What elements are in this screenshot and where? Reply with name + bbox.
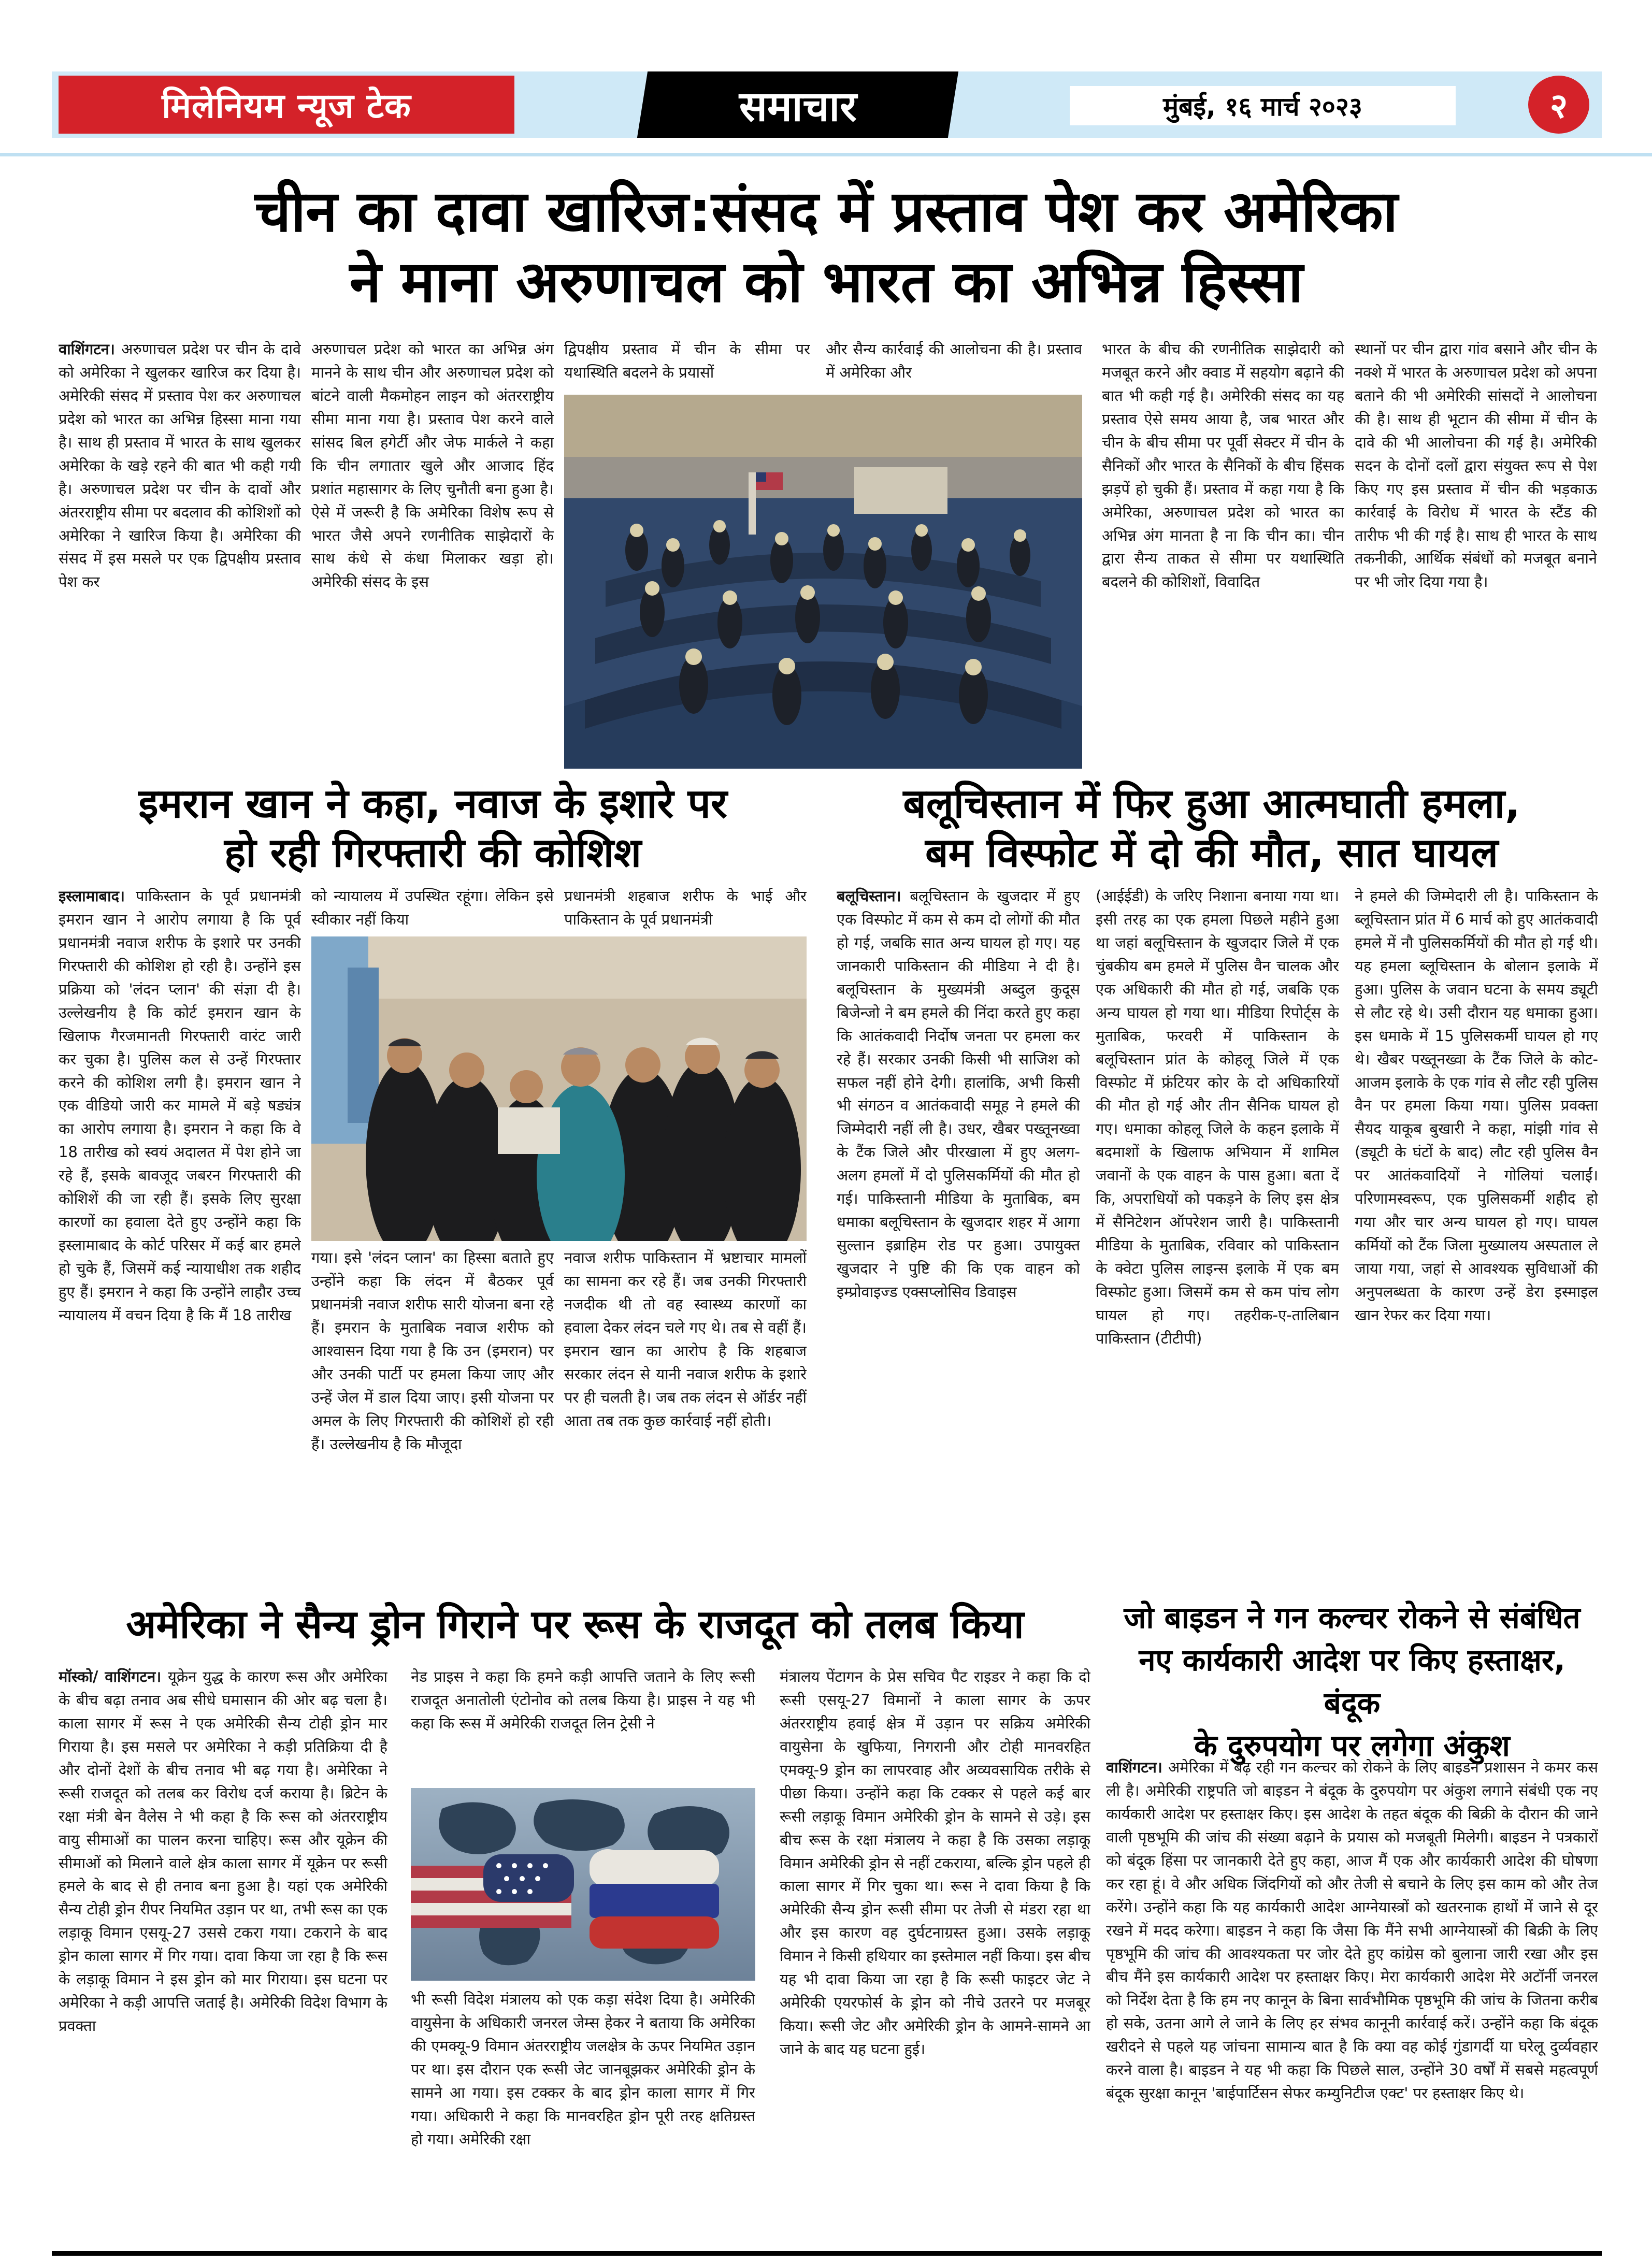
biden-headline-line3: के दुरुपयोग पर लगेगा अंकुश (1194, 1728, 1510, 1764)
us-senate-chamber-photo (564, 395, 1082, 769)
masthead-divider (0, 153, 1652, 156)
imran-khan-group-photo (311, 936, 807, 1241)
imran-column-1 (59, 885, 301, 1597)
china-column-4-top: और सैन्य कार्रवाई की आलोचना की है। प्रस्ताव में अमेरिका और (826, 340, 1082, 381)
china-headline-line1: चीन का दावा खारिज:संसद में प्रस्ताव पेश कर अमेरिका (254, 178, 1398, 244)
us-russia-flag-fists-photo (411, 1788, 755, 1981)
edition-dateline-box (1070, 86, 1456, 125)
china-column-2: अरुणाचल प्रदेश को भारत का अभिन्न अंग मानने के साथ चीन और अरुणाचल प्रदेश को बांटने वाली मैकमोहन लाइन को अंतरराष्ट्रीय सीमा माना गया है। प्रस्ताव पेश करने वाले सांसद बिल हगेर्टी और जेफ मार्कले ने कहा कि चीन लगातार खुले और आजाद हिंद प्रशांत महासागर के लिए चुनौती बना हुआ है। ऐसे में जरूरी है कि अमेरिका विशेष रूप से भारत जैसे अपने रणनीतिक साझेदारों के साथ कंधे से कंधा मिलाकर खड़ा हो। अमेरिकी संसद के इस (311, 340, 554, 591)
imran-article-headline (59, 780, 807, 878)
china-article-headline (73, 176, 1580, 318)
drone-column-2-bottom: भी रूसी विदेश मंत्रालय को एक कड़ा संदेश दिया है। अमेरिकी वायुसेना के अधिकारी जनरल जेम्स हेकर ने बताया कि अमेरिका की एमक्यू-9 विमान अंतरराष्ट्रीय जलक्षेत्र के ऊपर नियमित उड़ान पर था। इस दौरान एक रूसी जेट जानबूझकर अमेरिकी ड्रोन के सामने आ गया। इस टक्कर के बाद ड्रोन काला सागर में गिर गया। अधिकारी ने कहा कि मानवरहित ड्रोन पूरी तरह क्षतिग्रस्त हो गया। अमेरिकी रक्षा (411, 1991, 755, 2148)
china-column-1-text: अरुणाचल प्रदेश पर चीन के दावे को अमेरिका ने खुलकर खारिज कर दिया है। अमेरिकी संसद में प्रस्ताव पेश कर अरुणाचल प्रदेश को भारत का अभिन्न हिस्सा माना गया है। साथ ही प्रस्ताव में भारत के साथ खुलकर अमेरिका के खड़े रहने की बात भी कही गयी है। अरुणाचल प्रदेश पर चीन के दावों और अंतरराष्ट्रीय सीमा पर बदलाव की कोशिशों को अमेरिका ने खारिज किया है। अमेरिका की संसद में इस मसले पर एक द्विपक्षीय प्रस्ताव पेश कर (59, 340, 301, 591)
balochistan-dateline: बलूचिस्तान। (837, 887, 910, 905)
imran-column-3-bottom: नवाज शरीफ पाकिस्तान में भ्रष्टाचार मामलों का सामना कर रहे हैं। जब उनकी गिरफ्तारी नजदीक थी तो वह स्वास्थ्य कारणों का हवाला देकर लंदन चले गए थे। तब से वहीं हैं। इमरान खान का आरोप है कि शहबाज सरकार लंदन से यानी नवाज शरीफ के इशारे पर ही चलती है। जब तक लंदन से ऑर्डर नहीं आता तब तक कुछ कार्रवाई नहीं होती। (564, 1249, 807, 1430)
newspaper-brand: मिलेनियम न्यूज टेक (162, 86, 411, 126)
balochistan-headline-line2: बम विस्फोट में दो की मौत, सात घायल (925, 830, 1498, 877)
china-column-3-top: द्विपक्षीय प्रस्ताव में चीन के सीमा पर यथास्थिति बदलने के प्रयासों (564, 340, 810, 381)
section-banner (637, 71, 958, 138)
imran-headline-line2: हो रही गिरफ्तारी की कोशिश (224, 830, 642, 877)
balochistan-column-2: (आईईडी) के जरिए निशाना बनाया गया था। इसी तरह का एक हमला पिछले महीने हुआ था जहां बलूचिस्तान के खुजदार जिले में एक चुंबकीय बम हमले में पुलिस वैन चालक और एक अधिकारी की मौत हो गई, जबकि एक अन्य घायल हो गया था। मीडिया रिपोर्ट्स के मुताबिक, फरवरी में पाकिस्तान के बलूचिस्तान प्रांत के कोहलू जिले में एक विस्फोट में फ्रंटियर कोर के दो अधिकारियों की मौत हो गई और तीन सैनिक घायल हो गए। धमाका कोहलू जिले के कहन इलाके में बदमाशों के खिलाफ अभियान में शामिल जवानों के एक वाहन के पास हुआ। बता दें कि, अपराधियों को पकड़ने के लिए इस क्षेत्र में सैनिटेशन ऑपरेशन जारी है। पाकिस्तानी मीडिया के मुताबिक, रविवार को पाकिस्तान के क्वेटा पुलिस लाइन्स इलाके में एक बम विस्फोट हुआ। जिसमें कम से कम पांच लोग घायल हो गए। तहरीक-ए-तालिबान पाकिस्तान (टीटीपी) (1096, 887, 1339, 1347)
imran-column-3-top: प्रधानमंत्री शहबाज शरीफ के भाई और पाकिस्तान के पूर्व प्रधानमंत्री (564, 887, 807, 928)
china-headline-line2: ने माना अरुणाचल को भारत का अभिन्न हिस्सा (349, 249, 1303, 315)
balochistan-headline-line1: बलूचिस्तान में फिर हुआ आत्मघाती हमला, (903, 781, 1520, 827)
drone-column-2-top: नेड प्राइस ने कहा कि हमने कड़ी आपत्ति जताने के लिए रूसी राजदूत अनातोली एंटोनोव को तलब किया है। प्राइस ने यह भी कहा कि रूस में अमेरिकी राजदूत लिन ट्रेसी ने (411, 1668, 755, 1732)
balochistan-column-1-text: बलूचिस्तान के खुजदार में हुए एक विस्फोट में कम से कम दो लोगों की मौत हो गई, जबकि सात अन्य घायल हो गए। यह जानकारी पाकिस्तान की मीडिया ने दी है। बलूचिस्तान के मुख्यमंत्री अब्दुल कुदूस बिजेन्जो ने बम हमले की निंदा करते हुए कहा कि आतंकवादी निर्दोष जनता पर हमला कर रहे हैं। सरकार उनकी किसी भी साजिश को सफल नहीं होने देगी। हालांकि, अभी किसी भी संगठन व आतंकवादी समूह ने हमले की जिम्मेदारी नहीं ली है। उधर, खैबर पख्तूनख्वा के टैंक जिले और पीरखाला में हुए अलग-अलग हमलों में दो पुलिसकर्मियों की मौत हो गई। पाकिस्तानी मीडिया के मुताबिक, बम धमाका बलूचिस्तान के खुजदार शहर में आगा सुल्तान इब्राहिम रोड पर हुआ। उपायुक्त खुजदार ने पुष्टि की कि एक वाहन को इम्प्रोवाइज्ड एक्सप्लोसिव डिवाइस (837, 887, 1080, 1301)
imran-headline-line1: इमरान खान ने कहा, नवाज के इशारे पर (138, 781, 727, 827)
imran-column-2-bottom: गया। इसे 'लंदन प्लान' का हिस्सा बताते हुए उन्होंने कहा कि लंदन में बैठकर पूर्व प्रधानमंत्री नवाज शरीफ सारी योजना बना रहे हैं। इमरान के मुताबिक नवाज शरीफ को आश्वासन दिया गया है कि उन (इमरान) पर और उनकी पार्टी पर हमला किया जाए और उन्हें जेल में डाल दिया जाए। इसी योजना पर अमल के लिए गिरफ्तारी की कोशिशें हो रही हैं। उल्लेखनीय है कि मौजूदा (311, 1249, 554, 1453)
section-title: समाचार (739, 82, 857, 131)
balochistan-article-headline (826, 780, 1598, 878)
balochistan-column-1 (837, 885, 1080, 1597)
biden-body-text: अमेरिका में बढ़ रही गन कल्चर को रोकने के लिए बाइडन प्रशासन ने कमर कस ली है। अमेरिकी राष्ट्रपति जो बाइडन ने बंदूक के दुरुपयोग पर अंकुश लगाने संबंधी एक नए कार्यकारी आदेश पर हस्ताक्षर किए। इस आदेश के तहत बंदूक की बिक्री के दौरान की जाने वाली पृष्ठभूमि की जांच की संख्या बढ़ाने के प्रयास को मजबूती मिलेगी। बाइडन ने पत्रकारों को बंदूक हिंसा पर जानकारी देते हुए कहा, आज मैं एक और कार्यकारी आदेश की घोषणा कर रहा हूं। वे और अधिक जिंदगियों को और तेजी से बचाने के लिए इस काम को और तेज करेंगे। उन्होंने कहा कि यह कार्यकारी आदेश आग्नेयास्त्रों को खतरनाक हाथों में जाने से दूर रखने में मदद करेगा। बाइडन ने कहा कि जैसा कि मैंने सभी आग्नेयास्त्रों की बिक्री के लिए पृष्ठभूमि की जांच की आवश्यकता पर जोर देते हुए कांग्रेस को बुलाना जारी रखा और इस बीच मैंने इस कार्यकारी आदेश पर हस्ताक्षर किए। मेरा कार्यकारी आदेश मेरे अटॉर्नी जनरल को निर्देश देता है कि हम नए कानून के बिना सार्वभौमिक पृष्ठभूमि की जांच के जितना करीब हो सके, उतना आगे ले जाने के लिए हर संभव कानूनी कार्रवाई करें। उन्होंने कहा कि बंदूक खरीदने से पहले यह जांचना सामान्य बात है कि क्या वह कोई गुंडागर्दी या घरेलू दुर्व्यवहार करने वाला है। बाइडन ने यह भी कहा कि पिछले साल, उन्होंने 30 वर्षों में सबसे महत्वपूर्ण बंदूक सुरक्षा कानून 'बाईपार्टिसन सेफर कम्युनिटीज एक्ट' पर हस्ताक्षर किए थे। (1106, 1758, 1598, 2102)
biden-article-body (1106, 1756, 1598, 2248)
china-column-6: स्थानों पर चीन द्वारा गांव बसाने और चीन के नक्शे में भारत के अरुणाचल प्रदेश को अपना बताने की भी अमेरिकी सांसदों ने आलोचना की है। साथ ही भूटान की सीमा में चीन के दावे की भी आलोचना की गई है। अमेरिकी सदन के दोनों दलों द्वारा संयुक्त रूप से पेश किए गए इस प्रस्ताव में चीन की भड़काऊ कार्रवाई के विरोध में भारत के स्टैंड की तारीफ भी की गई है। साथ ही भारत के साथ तकनीकी, आर्थिक संबंधों को मजबूत बनाने पर भी जोर दिया गया है। (1355, 340, 1597, 591)
biden-article-headline (1106, 1596, 1598, 1767)
page-bottom-rule (52, 2251, 1602, 2256)
drone-column-1-text: यूक्रेन युद्ध के कारण रूस और अमेरिका के बीच बढ़ा तनाव अब सीधे घमासान की ओर बढ़ चला है। काला सागर में रूस ने एक अमेरिकी सैन्य टोही ड्रोन मार गिराया है। इस मसले पर अमेरिका ने कड़ी प्रतिक्रिया दी है और दोनों देशों के बीच तनाव भी बढ़ गया है। अमेरिका ने रूसी राजदूत को तलब कर विरोध दर्ज कराया है। ब्रिटेन के रक्षा मंत्री बेन वैलेस ने भी कहा है कि रूस को अंतरराष्ट्रीय वायु सीमाओं का पालन करना चाहिए। रूस और यूक्रेन की सीमाओं को मिलाने वाले क्षेत्र काला सागर में यूक्रेन पर रूसी हमले के बाद से ही तनाव बना हुआ है। यहां एक अमेरिकी सैन्य टोही ड्रोन रीपर नियमित उड़ान पर था, तभी रूस का एक लड़ाकू विमान एसयू-27 उससे टकरा गया। टकराने के बाद ड्रोन काला सागर में गिर गया। दावा किया जा रहा है कि रूस के लड़ाकू विमान ने इस ड्रोन को मार गिराया। इस घटना पर अमेरिका ने कड़ी आपत्ति जताई है। अमेरिकी विदेश विभाग के प्रवक्ता (59, 1668, 387, 2035)
imran-dateline: इस्लामाबाद। (59, 887, 136, 905)
drone-column-3: मंत्रालय पेंटागन के प्रेस सचिव पैट राइडर ने कहा कि दो रूसी एसयू-27 विमानों ने काला सागर के ऊपर अंतरराष्ट्रीय हवाई क्षेत्र में उड़ान पर सक्रिय अमेरिकी वायुसेना के खुफिया, निगरानी और टोही मानवरहित एमक्यू-9 ड्रोन का लापरवाह और अव्यवसायिक तरीके से पीछा किया। उन्होंने कहा कि टक्कर से पहले कई बार रूसी लड़ाकू विमान अमेरिकी ड्रोन के सामने से उड़े। इस बीच रूस के रक्षा मंत्रालय ने कहा है कि उसका लड़ाकू विमान अमेरिकी ड्रोन से नहीं टकराया, बल्कि ड्रोन पहले ही काला सागर में गिर चुका था। रूस ने दावा किया है कि अमेरिकी सैन्य ड्रोन रूसी सीमा पर तेजी से मंडरा रहा था और इस कारण वह दुर्घटनाग्रस्त हुआ। उसके लड़ाकू विमान ने किसी हथियार का इस्तेमाल नहीं किया। इस बीच यह भी दावा किया जा रहा है कि रूसी फाइटर जेट ने अमेरिकी एयरफोर्स के ड्रोन को नीचे उतरने पर मजबूर किया। रूसी जेट और अमेरिकी ड्रोन के आमने-सामने आ जाने के बाद यह घटना हुई। (780, 1668, 1090, 2058)
page-number-badge (1528, 76, 1589, 134)
drone-dateline: मॉस्को/ वाशिंगटन। (59, 1668, 168, 1685)
biden-headline-line1: जो बाइडन ने गन कल्चर रोकने से संबंधित (1124, 1600, 1581, 1635)
imran-khan-group-illustration (311, 936, 807, 1241)
china-column-5: भारत के बीच की रणनीतिक साझेदारी को मजबूत करने और क्वाड में सहयोग बढ़ाने की बात भी कही गई है। अमेरिकी संसद का यह प्रस्ताव ऐसे समय आया है, जब भारत और चीन के बीच सीमा पर पूर्वी सेक्टर में चीन के सैनिकों और भारत के सैनिकों के बीच हिंसक झड़पें हो चुकी हैं। प्रस्ताव में कहा गया है कि अमेरिका, अरुणाचल प्रदेश को भारत का अभिन्न अंग मानता है ना कि चीन का। चीन द्वारा सैन्य ताकत से सीमा पर यथास्थिति बदलने की कोशिशों, विवादित (1102, 340, 1344, 591)
us-russia-flag-fists-illustration (411, 1788, 755, 1981)
page-number: २ (1549, 86, 1568, 126)
balochistan-column-3: ने हमले की जिम्मेदारी ली है। पाकिस्तान के ब्लूचिस्तान प्रांत में 6 मार्च को हुए आतंकवादी हमले में नौ पुलिसकर्मियों की मौत हो गई थी। यह हमला ब्लूचिस्तान के बोलान इलाके में हुआ। पुलिस के जवान घटना के समय ड्यूटी से लौट रहे थे। उसी दौरान यह धमाका हुआ। इस धमाके में 15 पुलिसकर्मी घायल हो गए थे। खैबर पख्तूनख्वा के टैंक जिले के कोट-आजम इलाके के एक गांव से लौट रही पुलिस वैन पर हमला किया गया। पुलिस प्रवक्ता सैयद याकूब बुखारी ने कहा, मांझी गांव से (ड्यूटी के घंटों के बाद) लौट रही पुलिस वैन पर आतंकवादियों ने गोलियां चलाईं। परिणामस्वरूप, एक पुलिसकर्मी शहीद हो गया और चार अन्य घायल हो गए। घायल कर्मियों को टैंक जिला मुख्यालय अस्पताल ले जाया गया, जहां से आवश्यक सुविधाओं की अनुपलब्धता के कारण उन्हें डेरा इस्माइल खान रेफर कर दिया गया। (1355, 887, 1598, 1324)
biden-headline-line2: नए कार्यकारी आदेश पर किए हस्ताक्षर, बंदूक (1139, 1642, 1565, 1721)
us-senate-chamber-illustration (564, 395, 1082, 769)
china-column-1 (59, 338, 301, 770)
edition-dateline: मुंबई, १६ मार्च २०२३ (1163, 92, 1362, 122)
imran-column-1-text: पाकिस्तान के पूर्व प्रधानमंत्री इमरान खान ने आरोप लगाया है कि पूर्व प्रधानमंत्री नवाज शरीफ के इशारे पर उनकी गिरफ्तारी की कोशिश हो रही है। उन्होंने इस प्रक्रिया को 'लंदन प्लान' की संज्ञा दी है। उल्लेखनीय है कि कोर्ट इमरान खान के खिलाफ गैरजमानती गिरफ्तारी वारंट जारी कर चुका है। पुलिस कल से उन्हें गिरफ्तार करने की कोशिश लगी है। इमरान खान ने एक वीडियो जारी कर मामले में बड़े षड्यंत्र का आरोप लगाया है। इमरान ने कहा कि वे 18 तारीख को स्वयं अदालत में पेश होने जा रहे हैं, इसके बावजूद जबरन गिरफ्तारी की कोशिशें की जा रही हैं। इसके लिए सुरक्षा कारणों का हवाला देते हुए उन्होंने कहा कि इस्लामाबाद के कोर्ट परिसर में कई बार हमले हो चुके हैं, जिसमें कई न्यायाधीश तक शहीद हुए हैं। इमरान ने कहा कि उन्होंने लाहौर उच्च न्यायालय में वचन दिया है कि मैं 18 तारीख (59, 887, 301, 1324)
drone-article-headline: अमेरिका ने सैन्य ड्रोन गिराने पर रूस के राजदूत को तलब किया (126, 1601, 1024, 1647)
biden-dateline: वाशिंगटन। (1106, 1758, 1169, 1776)
newspaper-brand-box (59, 76, 514, 134)
drone-column-1 (59, 1665, 387, 2248)
imran-column-2-top: को न्यायालय में उपस्थित रहूंगा। लेकिन इसे स्वीकार नहीं किया (311, 887, 554, 928)
china-dateline: वाशिंगटन। (59, 340, 122, 358)
